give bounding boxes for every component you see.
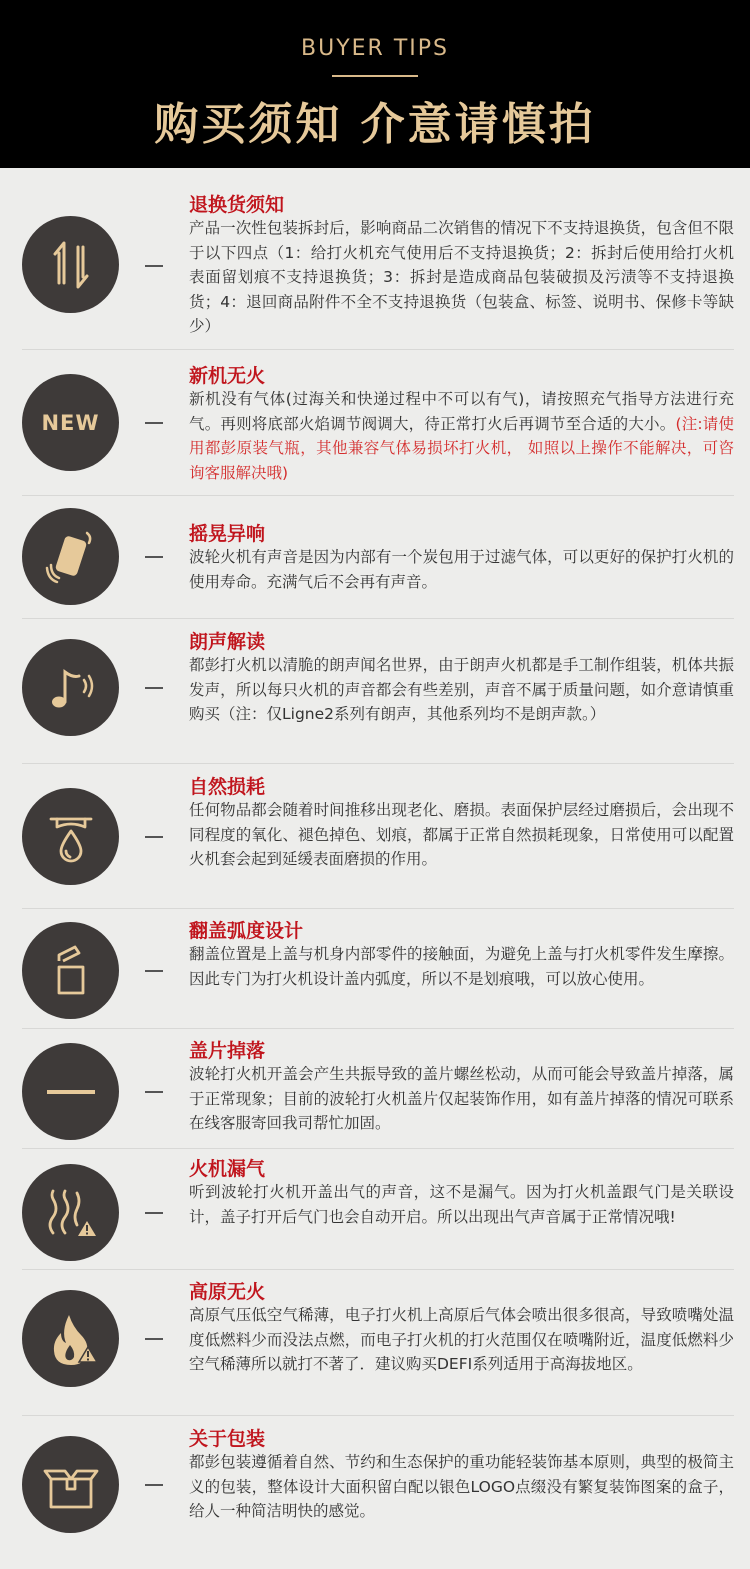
tip-body: 翻盖位置是上盖与机身内部零件的接触面，为避免上盖与打火机零件发生摩擦。因此专门为打火机设计盖内弧度，所以不是划痕哦，可以放心使用。 — [189, 945, 734, 988]
header-divider — [332, 75, 418, 77]
connector-dash — [145, 970, 163, 972]
tip-heading: 高原无火 — [189, 1281, 266, 1303]
connector-dash — [145, 1484, 163, 1486]
shaking-phone-icon — [22, 508, 119, 605]
page-title: 购买须知 介意请慎拍 — [154, 99, 596, 150]
tip-body: 波轮火机有声音是因为内部有一个炭包用于过滤气体，可以更好的保护打火机的使用寿命。充满气后不会再有声音。 — [189, 548, 734, 591]
connector-dash — [145, 265, 163, 267]
tip-heading: 退换货须知 — [189, 194, 285, 216]
tip-heading: 朗声解读 — [189, 631, 266, 653]
gas-warning-icon — [22, 1164, 119, 1261]
divider — [22, 495, 734, 496]
connector-dash — [145, 1091, 163, 1093]
divider — [22, 1028, 734, 1029]
divider — [22, 1269, 734, 1270]
package-box-icon — [22, 1436, 119, 1533]
tip-body: 波轮打火机开盖会产生共振导致的盖片螺丝松动，从而可能会导致盖片掉落，属于正常现象；目前的波轮打火机盖片仅起装饰作用，如有盖片掉落的情况可联系在线客服寄回我司帮忙加固。 — [189, 1065, 734, 1132]
page-header — [0, 0, 750, 168]
tip-body: 任何物品都会随着时间推移出现老化、磨损。表面保护层经过磨损后，会出现不同程度的氧化、褪色掉色、划痕，都属于正常自然损耗现象，日常使用可以配置火机套会起到延缓表面磨损的作用。 — [189, 801, 734, 868]
divider — [22, 1148, 734, 1149]
tip-heading: 自然损耗 — [189, 776, 266, 798]
divider — [22, 763, 734, 764]
connector-dash — [145, 836, 163, 838]
water-drop-icon — [22, 788, 119, 885]
return-arrows-icon — [22, 216, 119, 313]
tip-body: 都彭打火机以清脆的朗声闻名世界，由于朗声火机都是手工制作组装，机体共振发声，所以每只火机的声音都会有些差别，声音不属于质量问题，如介意请慎重购买（注：仅Ligne2系列有朗声，其他系列均不是朗声款。） — [189, 656, 734, 723]
connector-dash — [145, 687, 163, 689]
tip-heading: 关于包装 — [189, 1428, 266, 1450]
connector-dash — [145, 556, 163, 558]
flip-lid-icon — [22, 922, 119, 1019]
tip-body: 产品一次性包装拆封后，影响商品二次销售的情况下不支持退换货，包含但不限于以下四点（1：给打火机充气使用后不支持退换货；2：拆封后使用给打火机表面留划痕不支持退换货；3：拆封是造成商品包装破损及污渍等不支持退换货；4：退回商品附件不全不支持退换货（包装盒、标签、说明书、保修卡等缺少） — [189, 219, 734, 335]
tip-heading: 摇晃异响 — [189, 523, 266, 545]
new-badge-icon: NEW — [22, 374, 119, 471]
tip-heading: 翻盖弧度设计 — [189, 920, 304, 942]
tip-heading: 盖片掉落 — [189, 1040, 266, 1062]
tip-body: 高原气压低空气稀薄，电子打火机上高原后气体会喷出很多很高，导致喷嘴处温度低燃料少而没法点燃，而电子打火机的打火范围仅在喷嘴附近，温度低燃料少空气稀薄所以就打不著了．建议购买DEFI系列适用于高海拔地区。 — [189, 1306, 734, 1373]
header-subtitle: BUYER TIPS — [301, 36, 449, 61]
tip-body: 新机没有气体(过海关和快递过程中不可以有气)，请按照充气指导方法进行充气。再则将底部火焰调节阀调大，待正常打火后再调节至合适的大小。(注:请使用都彭原装气瓶，其他兼容气体易损坏打火机， 如照以上操作不能解决，可咨询客服解决哦) — [189, 390, 734, 482]
connector-dash — [145, 1212, 163, 1214]
divider — [22, 349, 734, 350]
flame-warning-icon — [22, 1290, 119, 1387]
tip-body: 听到波轮打火机开盖出气的声音，这不是漏气。因为打火机盖跟气门是关联设计，盖子打开后气门也会自动开启。所以出现出气声音属于正常情况哦! — [189, 1183, 734, 1226]
divider — [22, 908, 734, 909]
tip-body: 都彭包装遵循着自然、节约和生态保护的重功能轻装饰基本原则，典型的极简主义的包装，整体设计大面积留白配以银色LOGO点缀没有繁复装饰图案的盒子，给人一种简洁明快的感觉。 — [189, 1453, 734, 1520]
tip-heading: 新机无火 — [189, 365, 266, 387]
connector-dash — [145, 422, 163, 424]
divider — [22, 618, 734, 619]
connector-dash — [145, 1338, 163, 1340]
warning-note: (注:请使用都彭原装气瓶，其他兼容气体易损坏打火机， 如照以上操作不能解决，可咨询客服解决哦) — [189, 414, 734, 482]
music-note-icon — [22, 639, 119, 736]
tip-heading: 火机漏气 — [189, 1158, 266, 1180]
minus-bar-icon — [22, 1043, 119, 1140]
divider — [22, 1415, 734, 1416]
